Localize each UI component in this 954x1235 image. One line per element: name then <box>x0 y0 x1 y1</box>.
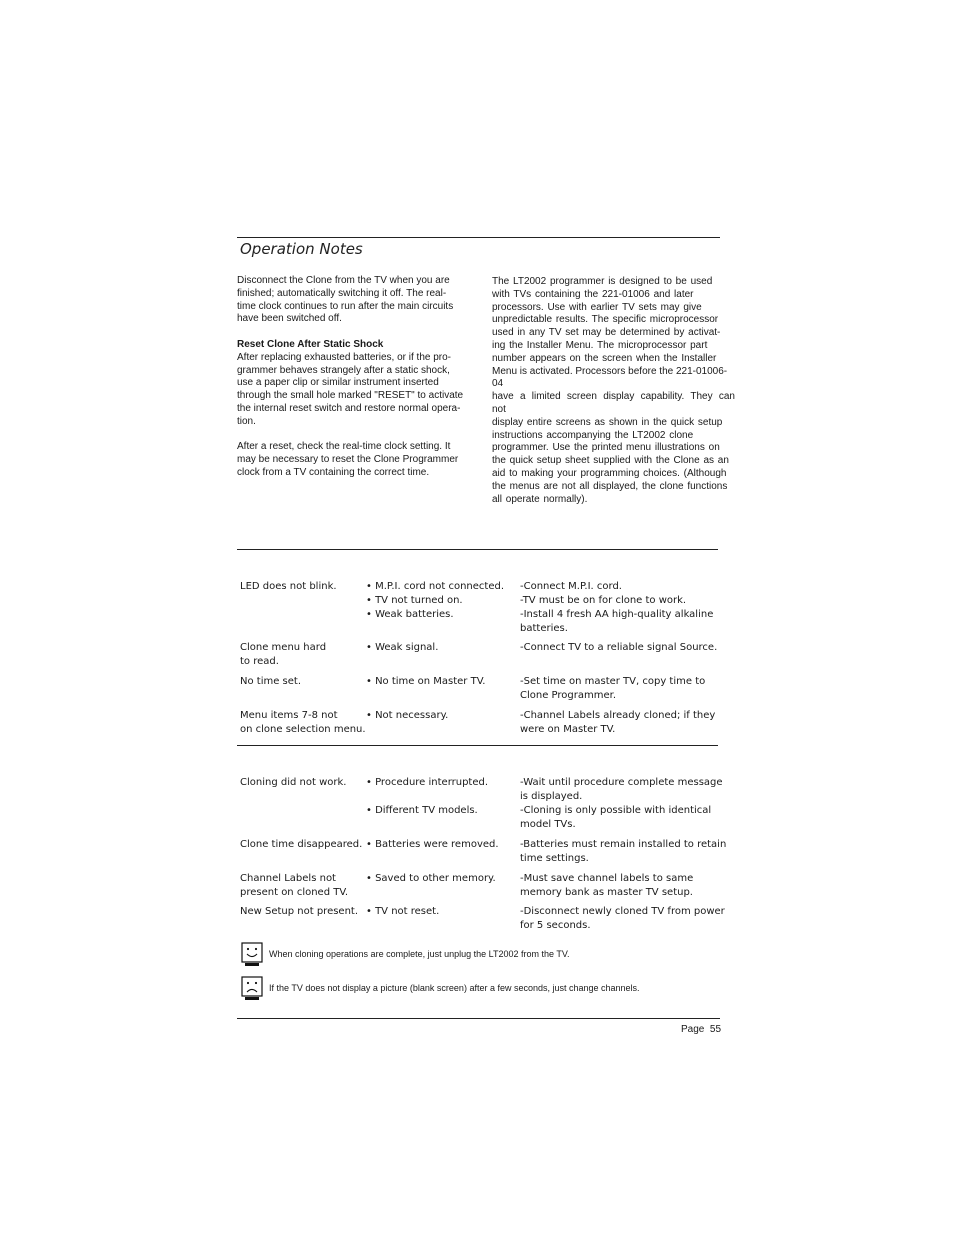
cause-cell: • Different TV models. <box>366 805 478 816</box>
remedy-cell: -Must save channel labels to same memory bank as master TV setup. <box>520 873 694 898</box>
remedy-cell: -Set time on master TV, copy time to Clone Programmer. <box>520 676 706 701</box>
remedy-cell: -Wait until procedure complete message is displayed. <box>520 777 723 802</box>
remedy-cell: -Connect TV to a reliable signal Source. <box>520 642 718 653</box>
cause-cell: • No time on Master TV. <box>366 676 486 687</box>
bottom-rule <box>237 1018 720 1019</box>
left-paragraph-1: Disconnect the Clone from the TV when you are finished; automatically switching it off. The real- time clock continues to run after the main circuits have been switched off. <box>237 275 454 325</box>
left-paragraph-2: After replacing exhausted batteries, or if the pro- grammer behaves strangely after a static shock, use a paper clip or similar instrument inserted through the small hole marked "RESET" to activate the internal reset switch and restore normal opera- tion. <box>237 351 464 427</box>
cause-cell: • Not necessary. <box>366 710 449 721</box>
frowning-tv-icon <box>241 976 261 1002</box>
problem-cell: Cloning did not work. <box>240 777 347 788</box>
table1-bottom-rule <box>237 745 718 746</box>
cause-cell: • Saved to other memory. <box>366 873 496 884</box>
right-column: The LT2002 programmer is designed to be used with TVs containing the 221-01006 and later processors. Use with earlier TV sets may give unpredictable results. The specific microprocessor used in any TV set may be determined by activat- ing the Installer Menu. The microprocessor part number appears on the screen when the Installer Menu is activated. Processors before the 221-01006-04 have a limited screen display capability. They can not display entire screens as shown in the quick setup instructions accompanying the LT2002 clone programmer. Use the printed menu illustrations on the quick setup sheet supplied with the Clone as an aid to making your programming choices. (Although the menus are not all displayed, the clone functions all operate normally). <box>492 276 735 505</box>
page-title: Operation Notes <box>240 240 363 258</box>
problem-cell: Menu items 7-8 not on clone selection menu. <box>240 710 366 735</box>
problem-cell: Clone menu hard to read. <box>240 642 327 667</box>
problem-cell: LED does not blink. <box>240 581 337 592</box>
problem-cell: New Setup not present. <box>240 906 359 917</box>
smiley-tv-icon <box>241 942 261 968</box>
cause-cell: • Batteries were removed. <box>366 839 499 850</box>
problem-cell: No time set. <box>240 676 302 687</box>
left-column <box>237 275 472 480</box>
remedy-cell: -Cloning is only possible with identical model TVs. <box>520 805 712 830</box>
sad-note: If the TV does not display a picture (blank screen) after a few seconds, just change channels. <box>269 983 640 993</box>
remedy-cell: -Connect M.P.I. cord. -TV must be on for clone to work. -Install 4 fresh AA high-quality alkaline batteries. <box>520 581 714 634</box>
problem-cell: Clone time disappeared. <box>240 839 363 850</box>
table1-top-rule <box>237 549 718 550</box>
remedy-cell: -Disconnect newly cloned TV from power for 5 seconds. <box>520 906 725 931</box>
remedy-cell: -Channel Labels already cloned; if they were on Master TV. <box>520 710 716 735</box>
cause-cell: • TV not reset. <box>366 906 440 917</box>
reset-heading: Reset Clone After Static Shock <box>237 338 384 350</box>
top-rule <box>237 237 720 238</box>
cause-cell: • Weak signal. <box>366 642 439 653</box>
happy-note: When cloning operations are complete, just unplug the LT2002 from the TV. <box>269 949 570 959</box>
cause-cell: • Procedure interrupted. <box>366 777 489 788</box>
left-paragraph-3: After a reset, check the real-time clock setting. It may be necessary to reset the Clone Programmer clock from a TV containing the correct time. <box>237 441 459 478</box>
cause-cell: • M.P.I. cord not connected. • TV not turned on. • Weak batteries. <box>366 581 505 620</box>
remedy-cell: -Batteries must remain installed to retain time settings. <box>520 839 727 864</box>
problem-cell: Channel Labels not present on cloned TV. <box>240 873 349 898</box>
page-number: Page 55 <box>681 1024 722 1035</box>
